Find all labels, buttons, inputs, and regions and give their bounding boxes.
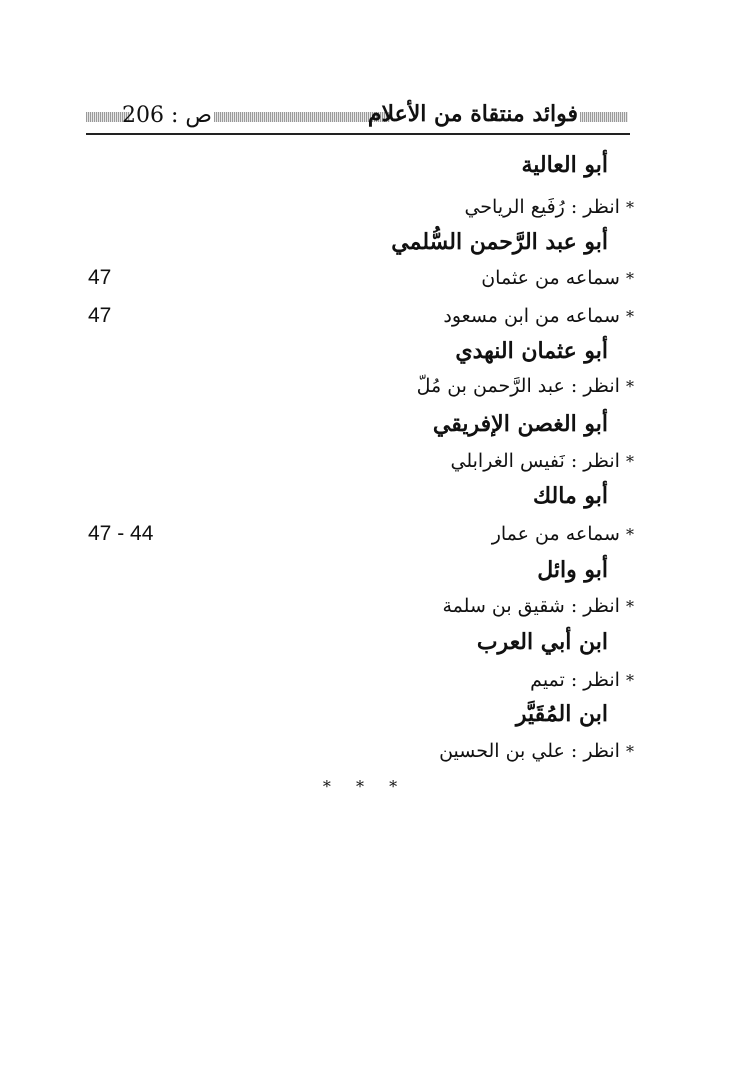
- item-text: [417, 366, 634, 407]
- item-label: سماعه من عمار: [491, 523, 620, 545]
- index-heading: [0, 622, 752, 662]
- asterisk-icon: *: [626, 377, 634, 396]
- index-heading: [0, 694, 752, 734]
- index-heading: [0, 476, 752, 516]
- item-label: انظر : عبد الرَّحمن بن مُلّ: [416, 375, 620, 397]
- item-label: انظر : نَفيس الغرابلي: [450, 450, 620, 472]
- heading-text: أبو مالك: [533, 483, 608, 509]
- item-text: [439, 731, 634, 772]
- heading-text: ابن المُقَيَّر: [515, 701, 608, 727]
- asterisk-icon: *: [626, 452, 634, 471]
- heading-text: أبو وائل: [537, 557, 608, 583]
- index-heading: [0, 222, 752, 262]
- index-heading: [0, 145, 752, 185]
- index-heading: [0, 404, 752, 444]
- header-book-title: فوائد منتقاة من الأعلام: [367, 101, 578, 127]
- asterisk-icon: *: [626, 525, 634, 544]
- index-item: [0, 441, 752, 481]
- header-ornament-right: [580, 112, 628, 122]
- item-label: انظر : تميم: [530, 669, 620, 691]
- asterisk-icon: *: [626, 742, 634, 761]
- index-item: [0, 586, 752, 626]
- section-end-mark: * * *: [322, 777, 408, 796]
- page-reference: 47: [88, 304, 112, 327]
- index-heading: [0, 331, 752, 371]
- item-label: سماعه من ابن مسعود: [443, 305, 620, 327]
- index-item: [0, 731, 752, 771]
- item-label: انظر : شقيق بن سلمة: [442, 595, 620, 617]
- item-label: انظر : رُفَيع الرياحي: [464, 196, 620, 218]
- asterisk-icon: *: [626, 671, 634, 690]
- heading-text: أبو عثمان النهدي: [455, 338, 608, 364]
- asterisk-icon: *: [626, 597, 634, 616]
- heading-text: ابن أبي العرب: [476, 629, 608, 655]
- heading-text: أبو العالية: [521, 152, 608, 178]
- header-page-number: ص : 206: [122, 103, 212, 128]
- index-item: [0, 366, 752, 406]
- index-item: [0, 514, 752, 554]
- item-label: سماعه من عثمان: [481, 267, 620, 289]
- asterisk-icon: *: [626, 198, 634, 217]
- index-item: [0, 187, 752, 227]
- item-label: انظر : علي بن الحسين: [439, 740, 620, 762]
- asterisk-icon: *: [626, 269, 634, 288]
- item-text: [492, 514, 634, 555]
- item-text: [481, 258, 634, 299]
- heading-text: أبو عبد الرَّحمن السُّلمي: [391, 229, 608, 255]
- page-reference: 47 - 44: [88, 522, 154, 545]
- index-item: [0, 296, 752, 336]
- index-item: [0, 258, 752, 298]
- header-ornament-middle: [214, 112, 390, 122]
- item-text: [443, 586, 635, 627]
- page-reference: 47: [88, 266, 112, 289]
- header-rule: [86, 133, 630, 135]
- heading-text: أبو الغصن الإفريقي: [432, 411, 608, 437]
- asterisk-icon: *: [626, 307, 634, 326]
- index-heading: [0, 550, 752, 590]
